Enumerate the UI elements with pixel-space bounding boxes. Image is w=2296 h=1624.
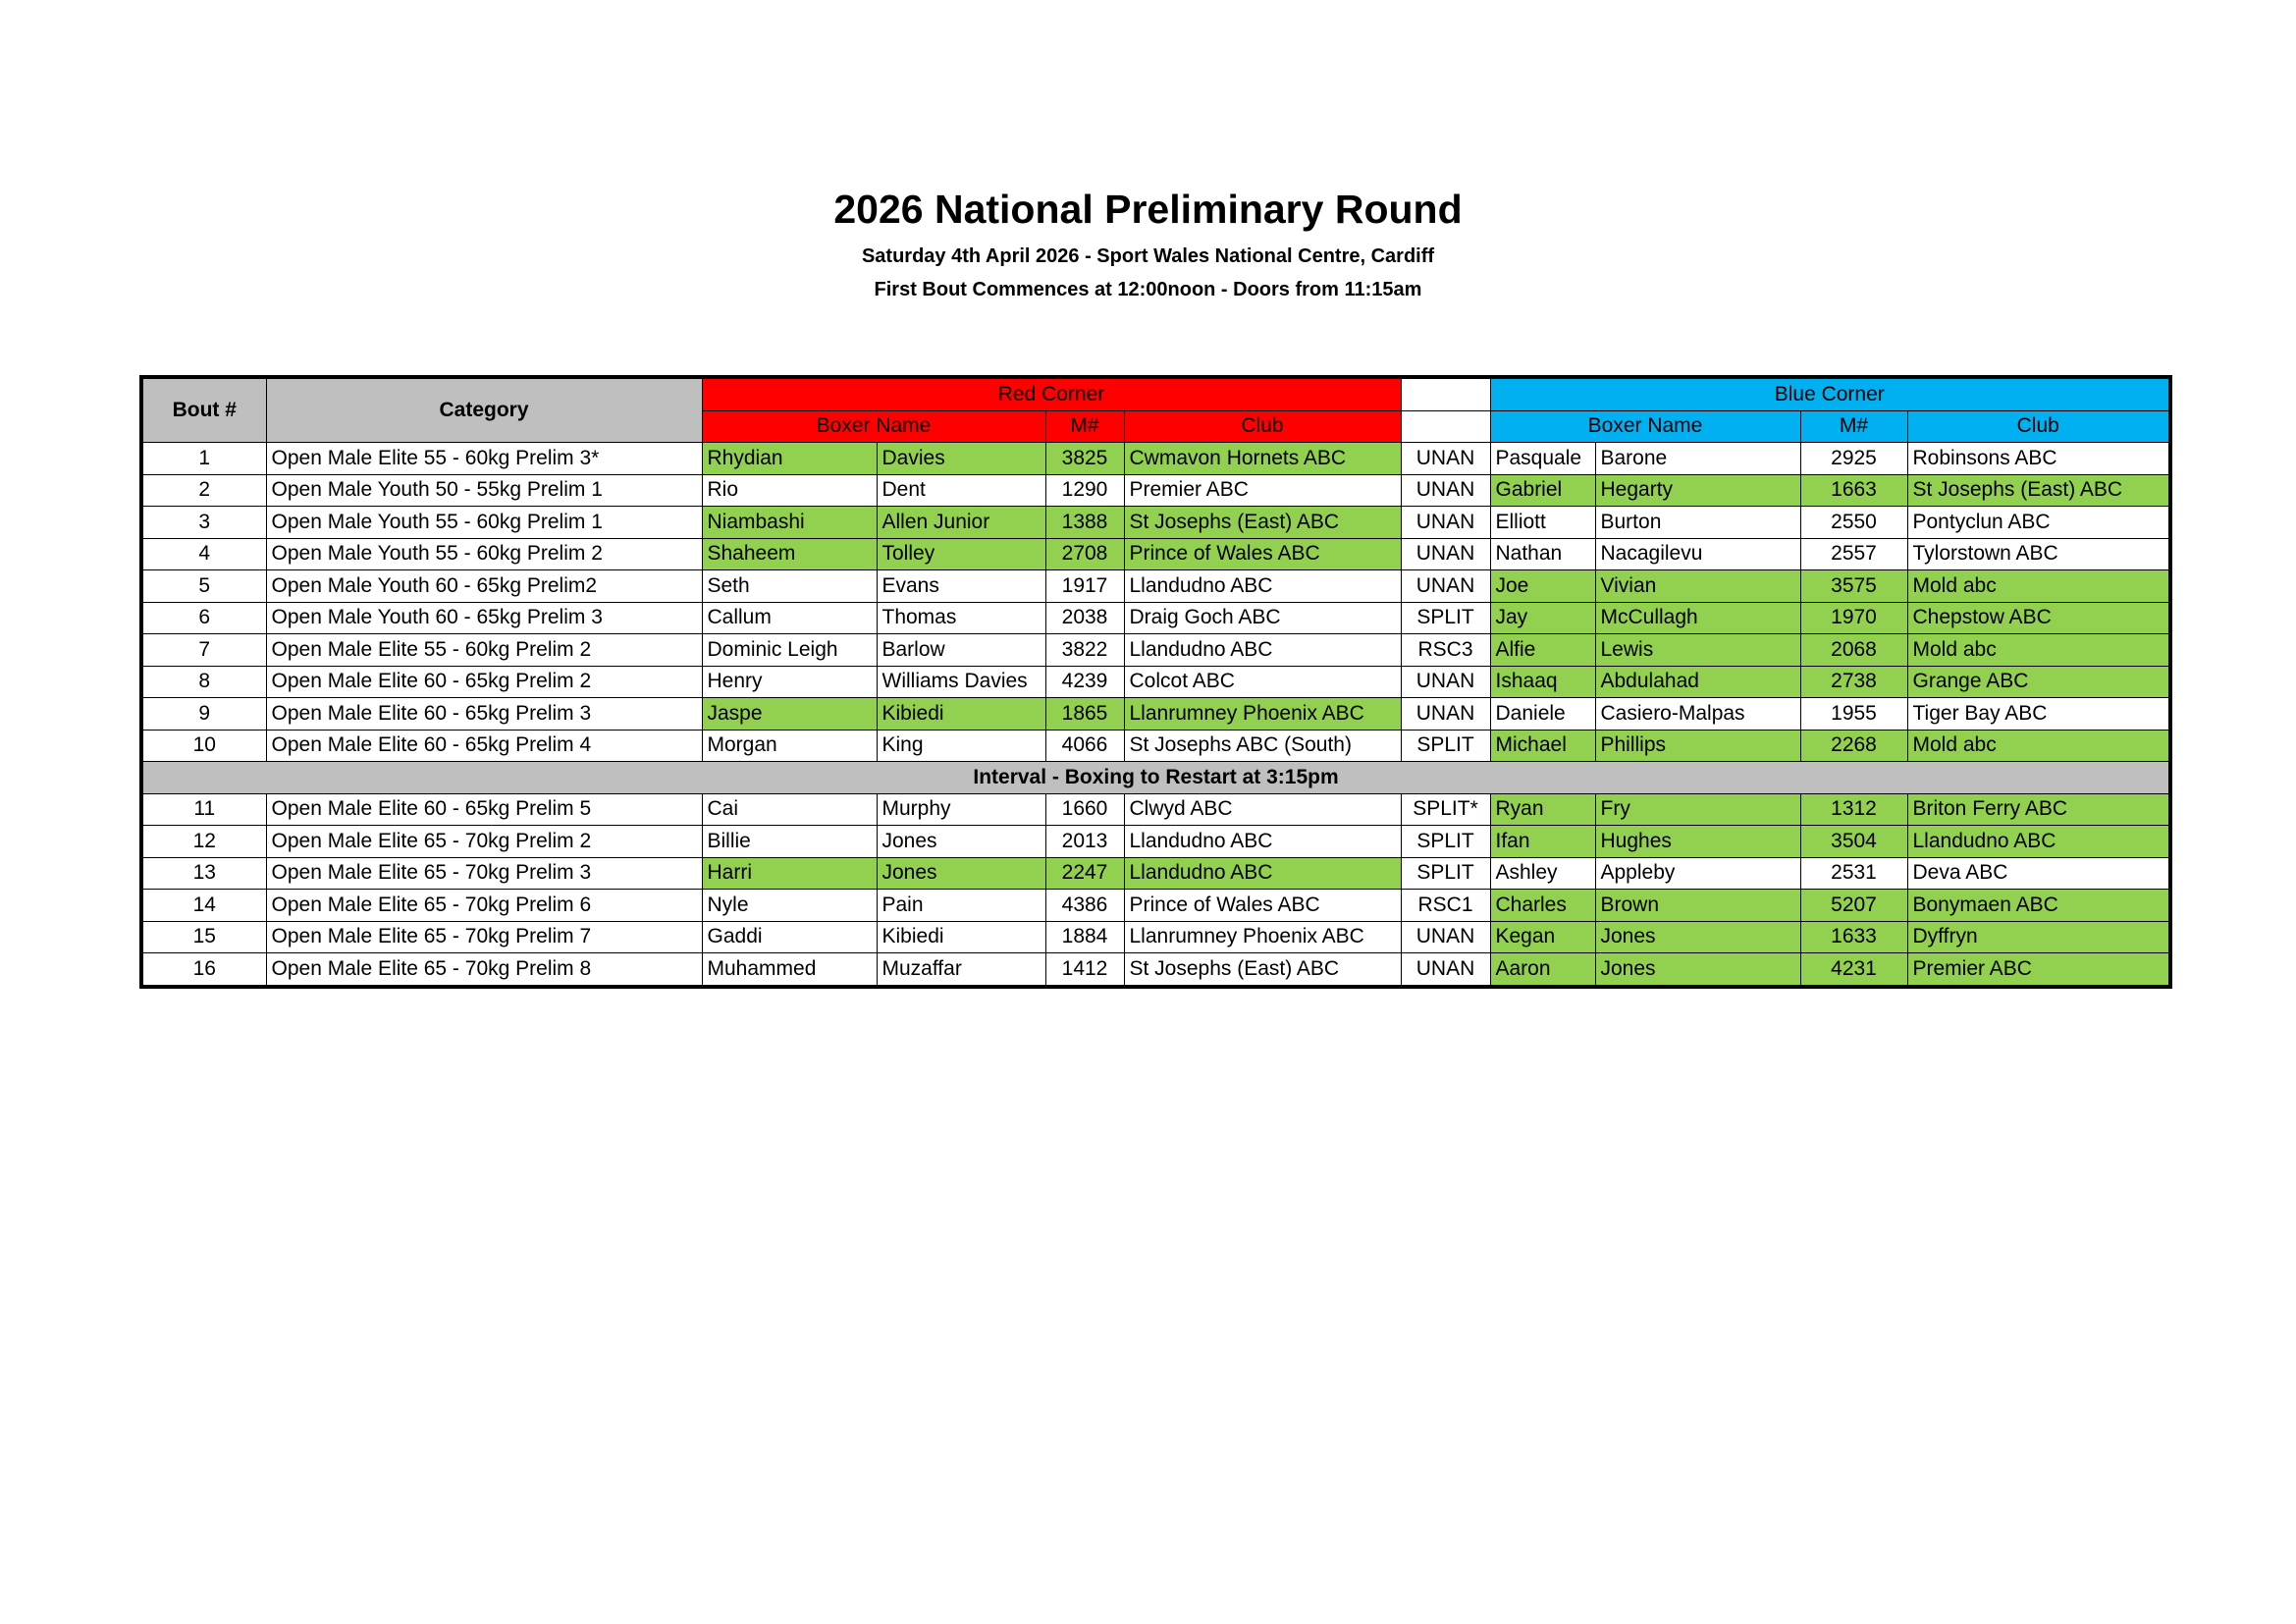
blue-club: Tylorstown ABC <box>1907 538 2170 570</box>
red-club: Clwyd ABC <box>1124 793 1401 826</box>
red-club: St Josephs (East) ABC <box>1124 507 1401 539</box>
bout-number: 9 <box>141 698 266 731</box>
blue-last-name: Vivian <box>1595 570 1800 603</box>
red-last-name: Kibiedi <box>877 698 1045 731</box>
table-row <box>141 507 2170 539</box>
bout-category: Open Male Elite 65 - 70kg Prelim 7 <box>266 921 702 953</box>
blue-club: Robinsons ABC <box>1907 443 2170 475</box>
red-member-number: 2708 <box>1045 538 1124 570</box>
bout-number: 6 <box>141 602 266 634</box>
blue-corner-header: Blue Corner <box>1490 377 2170 410</box>
bout-number: 13 <box>141 857 266 890</box>
red-club: Llandudno ABC <box>1124 634 1401 667</box>
red-member-number: 3822 <box>1045 634 1124 667</box>
red-member-number: 1917 <box>1045 570 1124 603</box>
bout-category: Open Male Elite 60 - 65kg Prelim 4 <box>266 730 702 762</box>
blue-boxer-name-header: Boxer Name <box>1490 410 1800 443</box>
blue-first-name: Gabriel <box>1490 474 1595 507</box>
interval-text: Interval - Boxing to Restart at 3:15pm <box>141 762 2170 794</box>
bout-number: 8 <box>141 666 266 698</box>
red-member-number: 2013 <box>1045 826 1124 858</box>
bout-result: SPLIT <box>1401 857 1490 890</box>
blue-first-name: Aaron <box>1490 953 1595 987</box>
red-member-number: 2038 <box>1045 602 1124 634</box>
blue-member-number: 2557 <box>1800 538 1907 570</box>
bout-number: 5 <box>141 570 266 603</box>
blue-last-name: McCullagh <box>1595 602 1800 634</box>
bout-category: Open Male Elite 60 - 65kg Prelim 3 <box>266 698 702 731</box>
bout-number: 14 <box>141 890 266 922</box>
red-member-number: 1884 <box>1045 921 1124 953</box>
red-club: Llandudno ABC <box>1124 857 1401 890</box>
red-first-name: Cai <box>702 793 877 826</box>
blue-member-header: M# <box>1800 410 1907 443</box>
blue-first-name: Michael <box>1490 730 1595 762</box>
table-row <box>141 793 2170 826</box>
red-member-number: 2247 <box>1045 857 1124 890</box>
red-club: Prince of Wales ABC <box>1124 538 1401 570</box>
blue-member-number: 2531 <box>1800 857 1907 890</box>
red-club: St Josephs (East) ABC <box>1124 953 1401 987</box>
bout-result: UNAN <box>1401 698 1490 731</box>
table-row <box>141 953 2170 987</box>
table-row <box>141 570 2170 603</box>
red-member-number: 3825 <box>1045 443 1124 475</box>
bout-category: Open Male Elite 65 - 70kg Prelim 2 <box>266 826 702 858</box>
blue-last-name: Abdulahad <box>1595 666 1800 698</box>
blue-first-name: Kegan <box>1490 921 1595 953</box>
blue-last-name: Lewis <box>1595 634 1800 667</box>
bout-number: 16 <box>141 953 266 987</box>
bout-result: UNAN <box>1401 921 1490 953</box>
red-member-number: 1865 <box>1045 698 1124 731</box>
blue-club: Bonymaen ABC <box>1907 890 2170 922</box>
blue-last-name: Hegarty <box>1595 474 1800 507</box>
bout-category: Open Male Elite 65 - 70kg Prelim 6 <box>266 890 702 922</box>
red-first-name: Rio <box>702 474 877 507</box>
red-first-name: Seth <box>702 570 877 603</box>
red-last-name: Tolley <box>877 538 1045 570</box>
blue-first-name: Pasquale <box>1490 443 1595 475</box>
blue-member-number: 2738 <box>1800 666 1907 698</box>
red-last-name: Jones <box>877 857 1045 890</box>
red-club: Draig Goch ABC <box>1124 602 1401 634</box>
bout-category: Open Male Youth 60 - 65kg Prelim2 <box>266 570 702 603</box>
red-last-name: Barlow <box>877 634 1045 667</box>
blue-first-name: Elliott <box>1490 507 1595 539</box>
bout-results-table <box>139 375 2172 989</box>
page-title: 2026 National Preliminary Round <box>833 187 1463 232</box>
red-club: Cwmavon Hornets ABC <box>1124 443 1401 475</box>
red-corner-header: Red Corner <box>702 377 1401 410</box>
red-first-name: Shaheem <box>702 538 877 570</box>
bout-number: 12 <box>141 826 266 858</box>
blue-club: Pontyclun ABC <box>1907 507 2170 539</box>
bout-category: Open Male Elite 55 - 60kg Prelim 2 <box>266 634 702 667</box>
event-subtitle: Saturday 4th April 2026 - Sport Wales National Centre, Cardiff <box>861 245 1435 267</box>
bout-category: Open Male Elite 65 - 70kg Prelim 8 <box>266 953 702 987</box>
table-row <box>141 890 2170 922</box>
red-member-number: 1412 <box>1045 953 1124 987</box>
red-first-name: Dominic Leigh <box>702 634 877 667</box>
bout-result: UNAN <box>1401 507 1490 539</box>
red-last-name: Jones <box>877 826 1045 858</box>
red-last-name: Muzaffar <box>877 953 1045 987</box>
bout-result: SPLIT <box>1401 730 1490 762</box>
bout-result: SPLIT* <box>1401 793 1490 826</box>
red-member-number: 4066 <box>1045 730 1124 762</box>
blue-first-name: Nathan <box>1490 538 1595 570</box>
col-header-category: Category <box>266 377 702 443</box>
blue-first-name: Ashley <box>1490 857 1595 890</box>
blue-club: Mold abc <box>1907 730 2170 762</box>
red-first-name: Henry <box>702 666 877 698</box>
red-member-number: 1660 <box>1045 793 1124 826</box>
red-member-number: 4239 <box>1045 666 1124 698</box>
red-club: Llandudno ABC <box>1124 826 1401 858</box>
red-club: Llanrumney Phoenix ABC <box>1124 698 1401 731</box>
blue-last-name: Fry <box>1595 793 1800 826</box>
blue-member-number: 1663 <box>1800 474 1907 507</box>
blue-club: Llandudno ABC <box>1907 826 2170 858</box>
bout-category: Open Male Elite 60 - 65kg Prelim 5 <box>266 793 702 826</box>
table-row <box>141 666 2170 698</box>
bout-number: 11 <box>141 793 266 826</box>
red-club: Llanrumney Phoenix ABC <box>1124 921 1401 953</box>
timing-subtitle: First Bout Commences at 12:00noon - Doors from 11:15am <box>874 279 1422 300</box>
blue-club: Grange ABC <box>1907 666 2170 698</box>
blue-member-number: 2925 <box>1800 443 1907 475</box>
red-first-name: Billie <box>702 826 877 858</box>
red-first-name: Harri <box>702 857 877 890</box>
red-member-number: 4386 <box>1045 890 1124 922</box>
bout-result: UNAN <box>1401 538 1490 570</box>
blue-first-name: Jay <box>1490 602 1595 634</box>
blue-member-number: 1312 <box>1800 793 1907 826</box>
blue-club: Briton Ferry ABC <box>1907 793 2170 826</box>
table-row <box>141 602 2170 634</box>
blue-last-name: Jones <box>1595 921 1800 953</box>
red-first-name: Morgan <box>702 730 877 762</box>
blue-last-name: Barone <box>1595 443 1800 475</box>
blue-member-number: 2550 <box>1800 507 1907 539</box>
bout-category: Open Male Elite 55 - 60kg Prelim 3* <box>266 443 702 475</box>
red-first-name: Callum <box>702 602 877 634</box>
blue-member-number: 1955 <box>1800 698 1907 731</box>
bout-result: SPLIT <box>1401 826 1490 858</box>
header-row-main <box>141 377 2170 410</box>
blue-first-name: Alfie <box>1490 634 1595 667</box>
blue-last-name: Nacagilevu <box>1595 538 1800 570</box>
red-first-name: Nyle <box>702 890 877 922</box>
red-last-name: Pain <box>877 890 1045 922</box>
red-member-number: 1388 <box>1045 507 1124 539</box>
bout-number: 1 <box>141 443 266 475</box>
red-club: Prince of Wales ABC <box>1124 890 1401 922</box>
red-last-name: Williams Davies <box>877 666 1045 698</box>
table-row <box>141 921 2170 953</box>
blue-club: Mold abc <box>1907 634 2170 667</box>
red-first-name: Niambashi <box>702 507 877 539</box>
red-club: Premier ABC <box>1124 474 1401 507</box>
bout-category: Open Male Youth 50 - 55kg Prelim 1 <box>266 474 702 507</box>
blue-last-name: Burton <box>1595 507 1800 539</box>
blue-member-number: 1633 <box>1800 921 1907 953</box>
bout-result: RSC1 <box>1401 890 1490 922</box>
red-last-name: Kibiedi <box>877 921 1045 953</box>
blue-last-name: Brown <box>1595 890 1800 922</box>
bout-category: Open Male Elite 60 - 65kg Prelim 2 <box>266 666 702 698</box>
red-member-header: M# <box>1045 410 1124 443</box>
table-row <box>141 443 2170 475</box>
blue-last-name: Casiero-Malpas <box>1595 698 1800 731</box>
blue-last-name: Jones <box>1595 953 1800 987</box>
blue-member-number: 2068 <box>1800 634 1907 667</box>
red-club-header: Club <box>1124 410 1401 443</box>
blue-first-name: Ryan <box>1490 793 1595 826</box>
blue-club: Deva ABC <box>1907 857 2170 890</box>
bout-result: UNAN <box>1401 570 1490 603</box>
red-last-name: Davies <box>877 443 1045 475</box>
table-row <box>141 857 2170 890</box>
red-club: St Josephs ABC (South) <box>1124 730 1401 762</box>
red-club: Llandudno ABC <box>1124 570 1401 603</box>
blue-club: Dyffryn <box>1907 921 2170 953</box>
red-last-name: Allen Junior <box>877 507 1045 539</box>
blue-club: St Josephs (East) ABC <box>1907 474 2170 507</box>
bout-result: UNAN <box>1401 666 1490 698</box>
col-header-bout: Bout # <box>141 377 266 443</box>
blue-first-name: Daniele <box>1490 698 1595 731</box>
blue-first-name: Charles <box>1490 890 1595 922</box>
bout-result: RSC3 <box>1401 634 1490 667</box>
red-first-name: Muhammed <box>702 953 877 987</box>
red-first-name: Gaddi <box>702 921 877 953</box>
blue-member-number: 2268 <box>1800 730 1907 762</box>
blue-last-name: Phillips <box>1595 730 1800 762</box>
blue-club: Tiger Bay ABC <box>1907 698 2170 731</box>
bout-result: SPLIT <box>1401 602 1490 634</box>
blue-first-name: Ishaaq <box>1490 666 1595 698</box>
table-row <box>141 634 2170 667</box>
blue-last-name: Appleby <box>1595 857 1800 890</box>
blue-club: Mold abc <box>1907 570 2170 603</box>
blue-member-number: 3575 <box>1800 570 1907 603</box>
interval-row <box>141 762 2170 794</box>
red-last-name: Evans <box>877 570 1045 603</box>
bout-result: UNAN <box>1401 953 1490 987</box>
bout-category: Open Male Youth 55 - 60kg Prelim 1 <box>266 507 702 539</box>
bout-number: 2 <box>141 474 266 507</box>
red-boxer-name-header: Boxer Name <box>702 410 1045 443</box>
result-header-blank <box>1401 377 1490 410</box>
red-first-name: Jaspe <box>702 698 877 731</box>
blue-club-header: Club <box>1907 410 2170 443</box>
bout-category: Open Male Youth 55 - 60kg Prelim 2 <box>266 538 702 570</box>
red-club: Colcot ABC <box>1124 666 1401 698</box>
red-last-name: King <box>877 730 1045 762</box>
blue-club: Chepstow ABC <box>1907 602 2170 634</box>
blue-member-number: 4231 <box>1800 953 1907 987</box>
table-row <box>141 698 2170 731</box>
blue-first-name: Joe <box>1490 570 1595 603</box>
table-row <box>141 730 2170 762</box>
red-last-name: Thomas <box>877 602 1045 634</box>
result-subheader-blank <box>1401 410 1490 443</box>
blue-member-number: 3504 <box>1800 826 1907 858</box>
blue-member-number: 1970 <box>1800 602 1907 634</box>
blue-member-number: 5207 <box>1800 890 1907 922</box>
bout-result: UNAN <box>1401 443 1490 475</box>
bout-number: 7 <box>141 634 266 667</box>
red-first-name: Rhydian <box>702 443 877 475</box>
table-row <box>141 538 2170 570</box>
bout-number: 4 <box>141 538 266 570</box>
bout-number: 15 <box>141 921 266 953</box>
table-row <box>141 474 2170 507</box>
blue-club: Premier ABC <box>1907 953 2170 987</box>
blue-last-name: Hughes <box>1595 826 1800 858</box>
table-row <box>141 826 2170 858</box>
bout-category: Open Male Youth 60 - 65kg Prelim 3 <box>266 602 702 634</box>
red-member-number: 1290 <box>1045 474 1124 507</box>
bout-number: 3 <box>141 507 266 539</box>
red-last-name: Dent <box>877 474 1045 507</box>
bout-number: 10 <box>141 730 266 762</box>
blue-first-name: Ifan <box>1490 826 1595 858</box>
bout-result: UNAN <box>1401 474 1490 507</box>
red-last-name: Murphy <box>877 793 1045 826</box>
bout-rows <box>141 443 2170 987</box>
bout-category: Open Male Elite 65 - 70kg Prelim 3 <box>266 857 702 890</box>
